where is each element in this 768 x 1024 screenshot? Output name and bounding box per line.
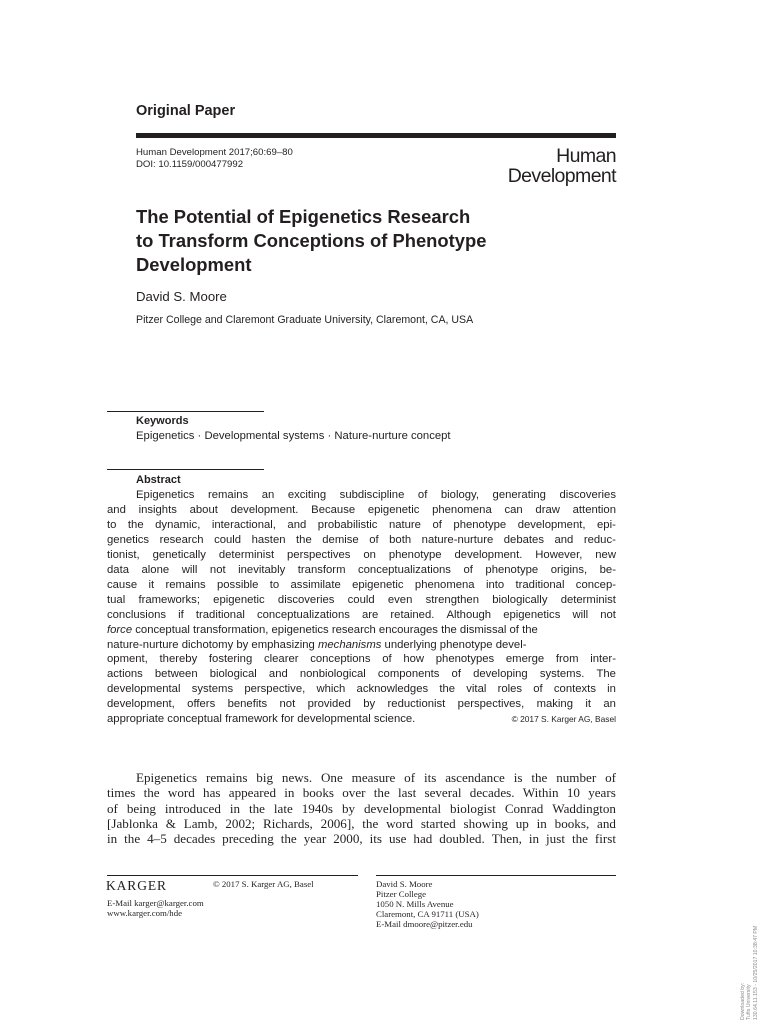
correspondence-address [376,879,479,929]
word: phenomena [432,503,492,516]
word: of [369,533,379,546]
address-line: 1050 N. Mills Avenue [376,899,454,909]
word: the [143,785,160,801]
word: developing [473,668,528,681]
word: how [403,653,425,666]
word: books, [554,815,590,831]
abstract-text: conceptual transformation, epigenetics research encourages the dismissal of the [132,623,538,636]
word: roles [497,683,523,696]
word: The [596,668,616,681]
word: ascendance [445,770,505,785]
abstract-line [107,608,616,623]
word: of [533,683,543,696]
word: remains [205,770,248,785]
body-line [107,816,616,831]
footer-rule-left [107,875,358,876]
word: in [607,683,616,696]
word: exciting [287,489,327,501]
word: an [603,698,616,711]
word: insights [138,503,177,516]
download-notice-line: Tufts University [746,984,753,1020]
download-notice-line: Downloaded by: [740,982,746,1020]
download-notice [740,902,759,1020]
word: [Jablonka [107,815,158,831]
publisher-logo: KARGER [106,878,167,893]
word: of [432,518,442,531]
word: preceding [222,831,274,847]
word: new [595,548,616,561]
word: alone [141,563,170,576]
journal-logo-line-2: Development [507,165,616,187]
word: Within [522,785,559,801]
word: remains [207,489,249,501]
keywords-list: Epigenetics · Developmental systems · Nature-nurture concept [136,430,451,442]
word: had [413,831,433,847]
word: nature-nurture [421,533,494,546]
word: introduced [164,800,221,816]
word: an [261,489,275,501]
word: attention [572,503,616,516]
word: in [229,800,241,816]
word: being [126,800,156,816]
word: the [124,831,141,847]
abstract-line [107,578,616,593]
word: clearer [263,653,299,666]
abstract-line [107,697,616,712]
word: systems. [539,668,585,681]
address-line: Pitzer College [376,889,427,899]
abstract-italic-term: force [107,623,133,636]
word: reductionist [387,698,446,711]
word: has [203,785,221,801]
word: year [303,831,327,847]
word: could [347,593,375,606]
word: could [214,533,242,546]
word: However, [535,548,583,561]
abstract-line [107,623,616,638]
word: the [362,815,379,831]
word: between [154,668,198,681]
word: determinist [218,548,275,561]
word: draw [535,503,560,516]
word: several [424,785,462,801]
word: genetically [152,548,206,561]
word: provided [307,698,351,711]
publisher-web-link[interactable]: www.karger.com/hde [107,908,182,918]
abstract-line [107,518,616,533]
word: epigenetic [367,503,420,516]
abstract-text: underlying phenotype devel- [381,638,527,651]
word: Then, [491,831,522,847]
word: retained. [390,608,435,621]
word: vital [466,683,487,696]
word: doubled. [439,831,485,847]
word: are [362,608,379,621]
word: the [127,518,144,531]
word: development. [454,548,523,561]
word: and [554,533,574,546]
word: the [571,831,588,847]
word: it [148,578,155,591]
word: epigenetic [352,578,404,591]
word: research [159,533,204,546]
word: strengthen [425,593,479,606]
word: the [531,770,548,785]
word: appeared [228,785,277,801]
word: development, [517,518,586,531]
word: perspective, [244,683,306,696]
word: showing [463,815,508,831]
word: tual [107,593,126,606]
abstract-line [107,652,616,667]
word: years [588,785,616,801]
word: not [279,698,296,711]
word: opment, [107,653,148,666]
word: contexts [553,683,596,696]
word: inter- [590,653,616,666]
word: of [382,653,392,666]
abstract-line [107,682,616,697]
body-paragraph [107,770,616,846]
word: genetics [107,533,150,546]
word: possible [216,578,259,591]
word: development. [230,503,299,516]
abstract-line [107,548,616,563]
word: of [605,770,616,785]
word: from [555,653,579,666]
journal-citation: Human Development 2017;60:69–80 [136,147,293,158]
word: development, [107,698,175,711]
word: be- [599,563,616,576]
author-name: David S. Moore [136,289,227,304]
word: 4–5 [147,831,167,847]
word: even [387,593,413,606]
word: phenotypes [435,653,495,666]
body-line [107,831,616,846]
word: in [284,785,295,801]
word: on [363,548,376,561]
word: data [107,563,129,576]
word: demise [322,533,359,546]
word: phenotype [388,548,442,561]
citation-block [136,147,293,170]
word: reduc- [583,533,616,546]
word: fostering [208,653,253,666]
word: of [107,800,118,816]
word: epigenetic [213,593,265,606]
journal-logo-line-1: Human [556,145,616,167]
word: cause [107,578,138,591]
word: benefits [227,698,268,711]
abstract-rule [107,469,264,470]
word: 2006], [320,815,355,831]
word: Because [311,503,356,516]
word: decades [173,831,216,847]
word: assimilate [290,578,341,591]
word: if [178,608,184,621]
word: discoveries [277,593,335,606]
word: biologically [492,593,548,606]
footer-rule-right [376,875,616,876]
word: its [369,831,383,847]
word: can [504,503,523,516]
word: actions [107,668,143,681]
word: determinist [560,593,616,606]
author-affiliation: Pitzer College and Claremont Graduate University, Claremont, CA, USA [136,314,474,326]
word: number [556,770,597,785]
word: its [423,770,437,785]
word: decades. [469,785,515,801]
title-line: The Potential of Epigenetics Research [136,206,471,227]
article-title [136,205,596,277]
address-line: David S. Moore [376,879,433,889]
word: times [107,785,136,801]
abstract-text: appropriate conceptual framework for developmental science. [107,713,416,726]
title-line: Development [136,254,252,275]
word: in [107,831,118,847]
word: systems [191,683,234,696]
word: origins, [550,563,588,576]
word: epi- [597,518,616,531]
word: measure [351,770,396,785]
word: big [256,770,274,785]
word: components [377,668,440,681]
body-line [107,770,616,785]
word: inevitably [238,563,286,576]
word: books [302,785,334,801]
word: in [536,815,547,831]
word: and [597,815,616,831]
word: debates [503,533,544,546]
word: conclusions [107,608,167,621]
word: and [287,518,307,531]
word: word [386,815,414,831]
word: the [373,785,390,801]
abstract-text: nature-nurture dichotomy by emphasizing [107,638,318,651]
abstract-line [107,638,616,653]
word: Conrad [504,800,544,816]
word: and [268,668,288,681]
abstract-line [107,503,616,518]
address-line: Claremont, CA 91711 (USA) [376,909,479,919]
word: and [107,503,126,516]
word: is [513,770,523,785]
word: of [417,489,428,501]
word: subdiscipline [339,489,405,501]
word: traditional [515,578,565,591]
word: about [189,503,218,516]
word: thereby [159,653,198,666]
abstract-italic-term: mechanisms [317,638,382,651]
author-email-link[interactable]: E-Mail dmoore@pitzer.edu [376,919,473,929]
keywords-rule [107,411,264,412]
word: epigenetics [503,608,561,621]
footer-copyright: © 2017 S. Karger AG, Basel [213,879,314,889]
word: 1940s [301,800,334,816]
body-line [107,801,616,816]
word: generating [492,489,546,501]
word: interactional, [211,518,276,531]
word: nature [388,518,421,531]
word: will [572,608,589,621]
word: making [536,698,573,711]
word: will [181,563,198,576]
word: first [594,831,616,847]
word: perspectives, [457,698,525,711]
word: last [398,785,417,801]
word: nonbiological [299,668,366,681]
word: by [363,698,376,711]
word: perspectives [287,548,351,561]
word: phenotype [453,518,507,531]
word: developmental [107,683,181,696]
word: hasten [251,533,286,546]
word: offers [187,698,216,711]
body-line [107,785,616,800]
article-type-label: Original Paper [136,103,236,119]
word: discoveries [559,489,616,501]
word: by [341,800,356,816]
word: the [296,533,312,546]
abstract-body [107,488,616,727]
word: not [600,608,616,621]
word: it [585,698,591,711]
word: the [439,683,456,696]
word: biology, [440,489,479,501]
word: biologist [450,800,496,816]
word: up [515,815,529,831]
word: in [528,831,540,847]
publisher-email-link[interactable]: E-Mail karger@karger.com [107,898,204,908]
abstract-line [107,563,616,578]
word: acknowledges [356,683,429,696]
word: remains [165,578,206,591]
word: over [342,785,366,801]
word: word [167,785,195,801]
word: One [320,770,343,785]
word: Epigenetics [136,489,195,501]
download-notice-line: 130.64.11.153 - 10/25/2017 10:38:47 PM [752,925,759,1020]
word: dynamic, [155,518,201,531]
abstract-heading: Abstract [136,474,181,486]
word: Waddington [552,800,616,816]
word: Although [446,608,492,621]
word: of [451,668,461,681]
word: traditional [195,608,245,621]
word: news. [281,770,313,785]
word: Richards, [263,815,313,831]
journal-logo [466,146,616,186]
word: the [280,831,297,847]
publisher-contact [107,898,204,918]
word: started [420,815,456,831]
word: both [389,533,412,546]
word: which [316,683,346,696]
word: emerge [505,653,545,666]
word: 10 [566,785,580,801]
word: & [165,815,176,831]
word: 2000, [333,831,363,847]
word: to [107,518,117,531]
word: tionist, [107,548,140,561]
word: probabilistic [317,518,378,531]
word: conceptions [310,653,371,666]
word: the [248,800,265,816]
word: to [269,578,280,591]
abstract-line [107,533,616,548]
keywords-heading: Keywords [136,415,189,427]
word: biological [209,668,257,681]
word: of [404,770,416,785]
abstract-line [107,667,616,682]
word: Epigenetics [136,770,198,785]
word: developmental [364,800,442,816]
abstract-last-line [107,712,616,727]
word: use [388,831,407,847]
word: concep- [575,578,616,591]
word: transform [297,563,346,576]
word: conceptualizations [256,608,350,621]
abstract-line [107,488,616,503]
word: not [209,563,226,576]
header-rule [136,133,616,138]
word: into [485,578,505,591]
word: phenotype [485,563,539,576]
word: 2002; [225,815,256,831]
doi-link[interactable]: DOI: 10.1159/000477992 [136,158,244,170]
abstract-line [107,593,616,608]
abstract-copyright: © 2017 S. Karger AG, Basel [511,714,616,725]
word: phenomena [414,578,475,591]
title-line: to Transform Conceptions of Phenotype [136,230,487,251]
word: just [546,831,565,847]
word: conceptualizations [358,563,451,576]
word: of [463,563,473,576]
word: Lamb, [183,815,218,831]
word: frameworks; [138,593,200,606]
word: late [273,800,293,816]
